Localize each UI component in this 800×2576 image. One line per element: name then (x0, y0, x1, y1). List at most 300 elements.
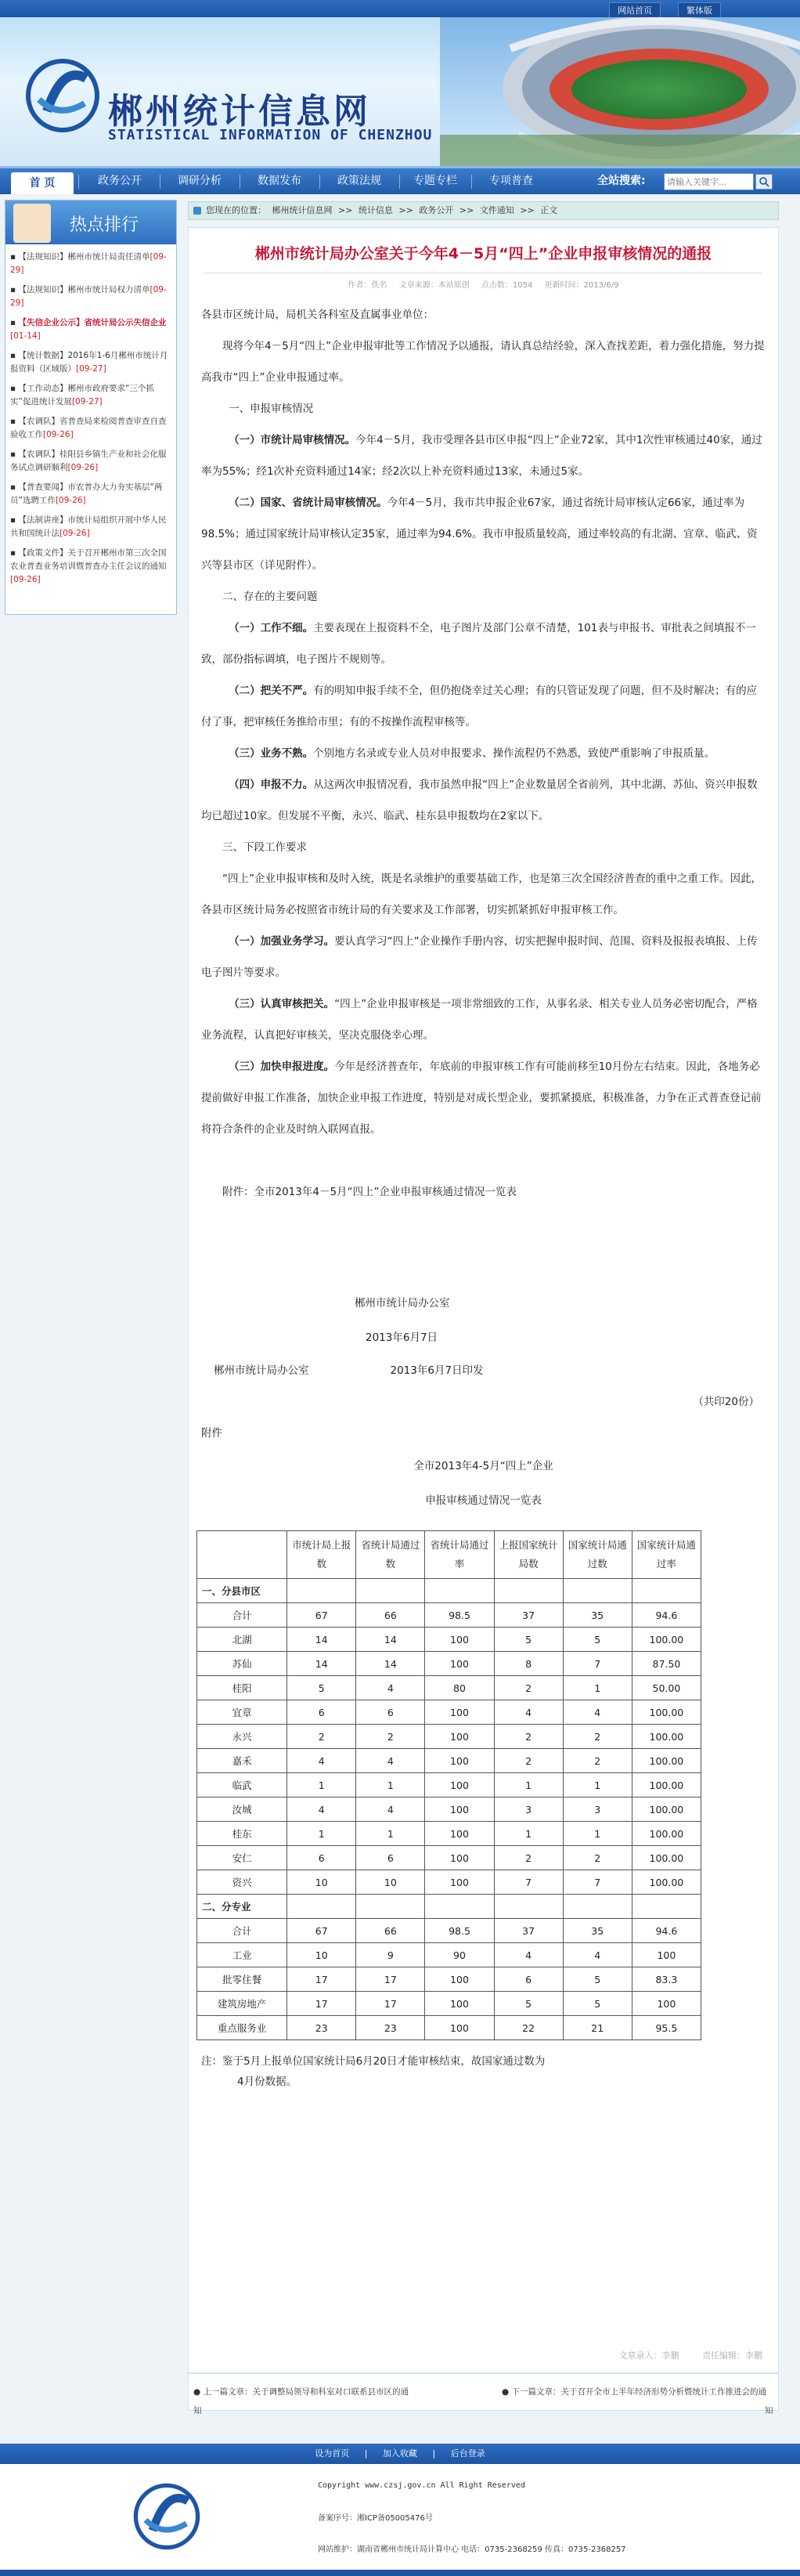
next-title-tail[interactable]: 知 (765, 2406, 773, 2415)
set-homepage-link[interactable]: 设为首页 (315, 2448, 350, 2459)
table-row (197, 1700, 701, 1725)
footer-sep: | (364, 2448, 368, 2459)
table-cell (494, 1895, 563, 1919)
bullet-icon: ▪ (10, 384, 19, 393)
table-cell: 合计 (197, 1603, 287, 1628)
hot-item-title[interactable]: 【农调队】省普查局来检阅普查审查自查验收工作 (10, 417, 167, 439)
table-row (197, 1967, 701, 1992)
search-input[interactable] (664, 173, 754, 190)
table-cell: 100 (425, 1700, 494, 1725)
table-header-cell: 上报国家统计局数 (494, 1531, 563, 1579)
search-icon (756, 175, 772, 189)
table-cell: 1 (563, 1676, 632, 1700)
table-row (197, 1725, 701, 1749)
table-cell: 2 (494, 1725, 563, 1749)
table-cell: 66 (356, 1919, 425, 1943)
hot-item-date: [09-29] (10, 252, 167, 275)
table-cell: 100 (632, 1943, 701, 1967)
article-body (189, 290, 778, 1518)
table-cell: 100 (425, 1967, 494, 1992)
table-cell: 100 (425, 2016, 494, 2040)
table-caption-1: 全市2013年4-5月“四上”企业 (413, 1460, 553, 1472)
editor-info (599, 2349, 763, 2361)
hot-list-item[interactable] (10, 514, 171, 540)
breadcrumb-stats-info[interactable]: 统计信息 (358, 205, 393, 215)
table-cell: 1 (356, 1822, 425, 1846)
table-cell (563, 1895, 632, 1919)
table-cell: 建筑房地产 (197, 1992, 287, 2016)
table-cell: 资兴 (197, 1870, 287, 1895)
hot-list-item[interactable] (10, 349, 171, 376)
hot-item-title[interactable]: 【政策文件】关于召开郴州市第三次全国农业普查业务培训暨普查办主任会议的通知 (10, 548, 167, 571)
table-cell: 83.3 (632, 1967, 701, 1992)
table-row (197, 1773, 701, 1797)
table-cell: 17 (287, 1992, 356, 2016)
table-cell: 永兴 (197, 1725, 287, 1749)
paragraph-issue-2 (201, 675, 766, 738)
table-cell: 5 (563, 1967, 632, 1992)
table-cell: 重点服务业 (197, 2016, 287, 2040)
table-caption-2: 申报审核通过情况一览表 (425, 1494, 542, 1507)
table-cell: 6 (356, 1700, 425, 1725)
bullet-icon: ▪ (10, 548, 19, 558)
table-cell: 5 (494, 1992, 563, 2016)
table-header-cell (197, 1531, 287, 1579)
icp-number: 备案序号：湘ICP备05005476号 (318, 2514, 433, 2523)
table-cell: 100 (425, 1992, 494, 2016)
hot-list-item[interactable] (10, 316, 171, 343)
table-cell: 21 (563, 2016, 632, 2040)
total-copies: （共印20份） (693, 1396, 759, 1408)
nav-special-column[interactable]: 专题专栏 (413, 175, 457, 187)
hot-list-item[interactable] (10, 382, 171, 409)
text-req-2: “四上”企业申报审核是一项非常细致的工作，从事名录、相关专业人员务必密切配合，严格业务流程，认真把好审核关，坚决克服侥幸心理。 (201, 998, 758, 1042)
bullet-icon: ▪ (10, 515, 19, 525)
hot-list (5, 244, 176, 587)
signature-org: 郴州市统计局办公室 (355, 1297, 450, 1310)
table-cell: 1 (563, 1822, 632, 1846)
table-cell: 2 (356, 1725, 425, 1749)
breadcrumb-sep: >> (398, 205, 413, 215)
table-cell: 100.00 (632, 1822, 701, 1846)
table-cell: 100 (425, 1749, 494, 1773)
table-cell: 6 (287, 1846, 356, 1870)
bullet-icon: ▪ (10, 285, 19, 294)
hot-list-item[interactable] (10, 415, 171, 442)
table-cell: 合计 (197, 1919, 287, 1943)
table-cell: 4 (356, 1797, 425, 1822)
breadcrumb-current: 正文 (540, 205, 558, 215)
footer-sep: | (432, 2448, 436, 2459)
site-logo-icon (23, 56, 102, 135)
table-cell (425, 1895, 494, 1919)
table-cell: 94.6 (632, 1919, 701, 1943)
table-cell: 35 (563, 1919, 632, 1943)
table-group-label: 一、分县市区 (197, 1579, 287, 1603)
article (188, 227, 779, 2373)
table-header-cell: 国家统计局通过率 (632, 1531, 701, 1579)
nav-separator (78, 175, 79, 189)
hot-item-title[interactable]: 【普查要闻】市农普办大力夯实基层“两员”选聘工作 (10, 482, 163, 505)
bullet-icon: ▪ (10, 450, 19, 459)
table-cell: 14 (287, 1652, 356, 1676)
article-updated: 更新时间：2013/6/9 (544, 281, 619, 290)
bullet-icon: ▪ (10, 351, 19, 360)
table-cell: 67 (287, 1919, 356, 1943)
table-cell: 5 (494, 1628, 563, 1652)
breadcrumb-notices[interactable]: 文件通知 (479, 205, 514, 215)
hot-list-item[interactable] (10, 481, 171, 508)
table-cell: 14 (356, 1628, 425, 1652)
paragraph-req-3 (201, 1051, 766, 1145)
hot-item-title[interactable]: 【法规知识】郴州市统计局权力清单 (18, 285, 150, 294)
table-cell: 嘉禾 (197, 1749, 287, 1773)
table-cell: 100 (425, 1628, 494, 1652)
table-group-label: 二、分专业 (197, 1895, 287, 1919)
table-cell: 14 (356, 1652, 425, 1676)
header-banner (0, 17, 800, 166)
lead-req-2: （三）认真审核把关。 (229, 998, 335, 1010)
table-cell: 桂阳 (197, 1676, 287, 1700)
hot-list-item[interactable] (10, 284, 171, 310)
table-cell: 2 (287, 1725, 356, 1749)
table-cell: 2 (494, 1676, 563, 1700)
breadcrumb-site[interactable]: 郴州统计信息网 (272, 205, 333, 215)
hot-ranking-sidebar (5, 200, 177, 615)
bullet-icon: ▪ (10, 482, 19, 492)
hot-item-title[interactable]: 【统计数据】2016年1-6月郴州市统计月报资料（区域版） (10, 351, 168, 374)
table-cell: 北湖 (197, 1628, 287, 1652)
hot-item-title[interactable]: 【农调队】桂阳县乡镇生产业和社会化服务试点调研顺利 (10, 450, 167, 472)
table-cell: 17 (287, 1967, 356, 1992)
lead-national-review: （二）国家、省统计局审核情况。 (229, 497, 387, 509)
table-row (197, 2016, 701, 2040)
footer (0, 2464, 800, 2576)
table-cell (632, 1579, 701, 1603)
table-cell: 临武 (197, 1773, 287, 1797)
paragraph-req-2 (201, 988, 766, 1051)
table-cell: 100.00 (632, 1870, 701, 1895)
table-cell: 2 (563, 1749, 632, 1773)
table-cell: 2 (563, 1725, 632, 1749)
top-link-bar (0, 0, 800, 17)
section-heading-3: 三、下段工作要求 (222, 841, 307, 854)
table-cell: 98.5 (425, 1919, 494, 1943)
breadcrumb (188, 201, 779, 220)
table-cell: 98.5 (425, 1603, 494, 1628)
text-req-3: 今年是经济普查年，年底前的申报审核工作有可能前移至10月份左右结束。因此，各地务必提前做好申报工作准备，加快企业申报工作进度，特别是对成长型企业，要抓紧摸底，积极准备，力争在正式普查登记前将符合条件的企业及时纳入联网直报。 (201, 1060, 762, 1136)
prev-title[interactable]: 关于调整局领导和科室对口联系县市区的通 (252, 2387, 409, 2397)
hot-item-title[interactable]: 【失信企业公示】省统计局公示失信企业 (18, 318, 167, 327)
text-national-review: 今年4－5月，我市共申报企业67家，通过省统计局审核认定66家，通过率为98.5%；通过国家统计局审核认定35家，通过率为94.6%。我市申报质量较高，通过率较高的有北湖、宜章、临武、资兴等县市区（详见附件）。 (201, 497, 758, 572)
next-article[interactable] (502, 2383, 766, 2401)
lead-req-3: （三）加快申报进度。 (229, 1060, 335, 1073)
article-title: 郴州市统计局办公室关于今年4－5月“四上”企业申报审核情况的通报 (204, 242, 762, 273)
table-cell: 10 (287, 1943, 356, 1967)
table-cell: 2 (494, 1749, 563, 1773)
table-cell: 100 (632, 1992, 701, 2016)
hot-item-title[interactable]: 【法规知识】郴州市统计局责任清单 (18, 252, 150, 262)
table-cell: 23 (356, 2016, 425, 2040)
section-heading-1: 一、申报审核情况 (229, 403, 314, 415)
breadcrumb-sep: >> (459, 205, 474, 215)
table-cell: 7 (494, 1870, 563, 1895)
hot-item-date: [09-26] (43, 430, 74, 439)
breadcrumb-sep: >> (338, 205, 353, 215)
table-cell: 批零住餐 (197, 1967, 287, 1992)
add-favorite-link[interactable]: 加入收藏 (383, 2448, 417, 2459)
table-row (197, 1870, 701, 1895)
table-cell: 4 (287, 1797, 356, 1822)
appendix-label: 附件 (201, 1427, 222, 1440)
table-cell: 5 (563, 1628, 632, 1652)
paragraph-national-review (201, 487, 766, 581)
lead-issue-2: （二）把关不严。 (229, 685, 314, 697)
signature-date: 2013年6月7日 (366, 1331, 438, 1344)
table-cell: 37 (494, 1603, 563, 1628)
table-row (197, 1919, 701, 1943)
table-cell: 100 (425, 1822, 494, 1846)
maintainer-info: 网站维护：湖南省郴州市统计局计算中心 电话：0735-2368259 传真：0735-2368257 (318, 2545, 626, 2554)
article-author: 作者：佚名 (348, 281, 387, 290)
prev-article[interactable] (193, 2383, 409, 2401)
table-cell: 100 (425, 1652, 494, 1676)
prev-next-nav (188, 2373, 779, 2415)
table-cell: 100 (425, 1870, 494, 1895)
table-cell: 8 (494, 1652, 563, 1676)
table-cell: 37 (494, 1919, 563, 1943)
hot-list-item[interactable] (10, 448, 171, 475)
table-cell: 100 (425, 1797, 494, 1822)
table-cell: 宜章 (197, 1700, 287, 1725)
table-header-cell: 省统计局通过数 (356, 1531, 425, 1579)
stadium-photo (440, 17, 800, 166)
lead-req-1: （一）加强业务学习。 (229, 935, 335, 948)
signature-block (201, 1286, 766, 1355)
hot-item-date: [01-14] (10, 331, 41, 341)
nav-census[interactable]: 专项普查 (489, 175, 533, 187)
table-cell: 5 (563, 1992, 632, 2016)
table-cell: 苏仙 (197, 1652, 287, 1676)
table-row (197, 1992, 701, 2016)
table-cell: 6 (287, 1700, 356, 1725)
breadcrumb-prefix: 您现在的位置： (206, 205, 266, 215)
hot-ranking-title: 热点排行 (70, 215, 139, 235)
lead-issue-1: （一）工作不细。 (229, 622, 314, 634)
intro-paragraph: 现将今年4－5月“四上”企业申报审批等工作情况予以通报，请认真总结经验，深入查找差距，着力强化措施，努力提高我市“四上”企业申报通过率。 (201, 340, 765, 384)
nav-home[interactable]: 首 页 (11, 172, 74, 194)
table-cell: 4 (563, 1943, 632, 1967)
footer-links (0, 2444, 800, 2464)
hot-list-item[interactable] (10, 251, 171, 277)
table-cell: 6 (356, 1846, 425, 1870)
stats-table (196, 1530, 701, 2040)
section-heading-2: 二、存在的主要问题 (222, 591, 318, 603)
hot-item-date: [09-26] (10, 575, 41, 584)
bullet-icon: ● (502, 2387, 512, 2397)
table-header-cell: 国家统计局通过数 (563, 1531, 632, 1579)
table-cell: 66 (356, 1603, 425, 1628)
main-nav (0, 166, 800, 194)
hot-ranking-header (5, 201, 176, 244)
table-cell (287, 1579, 356, 1603)
table-cell: 17 (356, 1967, 425, 1992)
text-req-1: 要认真学习“四上”企业操作手册内容，切实把握申报时间、范围、资料及报报表填报、上传电子图片等要求。 (201, 935, 758, 979)
salutation: 各县市区统计局，局机关各科室及直属事业单位： (201, 309, 434, 321)
text-issue-4: 从这两次申报情况看，我市虽然申报“四上”企业数量居全省前列，其中北湖、苏仙、资兴申报数均已超过10家。但发展不平衡，永兴、临武、桂东县申报数均在2家以下。 (201, 779, 758, 822)
entry-editor: 文章录入：李鹏 (618, 2350, 679, 2361)
table-cell: 4 (356, 1676, 425, 1700)
hot-item-date: [09-26] (59, 529, 90, 538)
table-cell: 3 (494, 1797, 563, 1822)
site-subtitle: STATISTICAL INFORMATION OF CHENZHOU (108, 127, 433, 143)
table-cell: 1 (563, 1773, 632, 1797)
table-cell: 100.00 (632, 1797, 701, 1822)
hot-list-item[interactable] (10, 547, 171, 587)
table-cell: 23 (287, 2016, 356, 2040)
table-cell: 3 (563, 1797, 632, 1822)
table-row (197, 1603, 701, 1628)
footer-logo-icon (132, 2481, 202, 2552)
table-group-row (197, 1895, 701, 1919)
hot-item-date: [09-29] (10, 285, 167, 308)
lead-city-review: （一）市统计局审核情况。 (229, 434, 356, 446)
table-row (197, 1846, 701, 1870)
text-city-review: 今年4－5月，我市受理各县市区申报“四上”企业72家，其中1次性审核通过40家，通过率为55%；经1次补充资料通过14家；经2次以上补充资料通过13家，未通过5家。 (201, 434, 762, 478)
table-cell: 5 (287, 1676, 356, 1700)
table-cell: 100.00 (632, 1725, 701, 1749)
table-cell: 14 (287, 1628, 356, 1652)
table-row (197, 1943, 701, 1967)
table-row (197, 1676, 701, 1700)
table-row (197, 1797, 701, 1822)
prev-label: 上一篇文章： (203, 2387, 253, 2397)
table-cell: 4 (287, 1749, 356, 1773)
table-cell: 100.00 (632, 1628, 701, 1652)
table-row (197, 1822, 701, 1846)
table-cell: 50.00 (632, 1676, 701, 1700)
table-note-line-1: 注：鉴于5月上报单位国家统计局6月20日才能审核结束，故国家通过数为 (201, 2055, 546, 2068)
paragraph-issue-1 (201, 612, 766, 675)
table-cell: 17 (356, 1992, 425, 2016)
table-cell: 6 (494, 1967, 563, 1992)
table-cell: 100.00 (632, 1773, 701, 1797)
prev-title-tail[interactable]: 知 (193, 2406, 202, 2415)
footer-bottom-bar (0, 2570, 800, 2576)
table-cell: 67 (287, 1603, 356, 1628)
table-row (197, 1628, 701, 1652)
table-cell: 汝城 (197, 1797, 287, 1822)
article-clicks: 点击数：1054 (481, 281, 533, 290)
table-cell: 95.5 (632, 2016, 701, 2040)
table-cell: 4 (494, 1943, 563, 1967)
table-cell: 100.00 (632, 1749, 701, 1773)
table-note-line-2: 4月份数据。 (237, 2076, 297, 2088)
table-cell (563, 1579, 632, 1603)
table-header-cell: 市统计局上报数 (287, 1531, 356, 1579)
table-cell: 4 (494, 1700, 563, 1725)
hot-item-title[interactable]: 【法制讲座】市统计局组织开展中华人民共和国统计法 (10, 515, 167, 538)
table-cell: 1 (287, 1822, 356, 1846)
table-cell: 1 (356, 1773, 425, 1797)
table-cell: 100 (425, 1846, 494, 1870)
site-title: 郴州统计信息网 (108, 92, 371, 132)
lead-issue-4: （四）申报不力。 (229, 779, 314, 791)
text-issue-3: 个别地方名录或专业人员对申报要求、操作流程仍不熟悉，致使严重影响了申报质量。 (313, 747, 715, 760)
hot-item-title[interactable]: 【工作动态】郴州市政府要求“三个抓实”促进统计发展 (10, 384, 154, 406)
table-cell: 1 (494, 1773, 563, 1797)
nav-separator (471, 175, 472, 189)
next-title[interactable]: 关于召开全市上半年经济形势分析暨统计工作推进会的通 (560, 2387, 766, 2397)
search-button[interactable] (755, 174, 773, 190)
nav-separator (319, 175, 320, 189)
nav-gov-affairs[interactable]: 政务公开 (98, 175, 142, 187)
table-cell: 10 (356, 1870, 425, 1895)
nav-data-release[interactable]: 数据发布 (258, 175, 301, 187)
print-line (201, 1355, 766, 1386)
table-group-row (197, 1579, 701, 1603)
text-issue-1: 主要表现在上报资料不全，电子图片及部门公章不清楚，101表与申报书、审批表之间填报不一致，部份指标调填，电子图片不规则等。 (201, 622, 756, 666)
table-cell: 7 (563, 1652, 632, 1676)
table-cell: 2 (563, 1846, 632, 1870)
table-cell: 1 (287, 1773, 356, 1797)
table-cell: 100 (425, 1725, 494, 1749)
paragraph-city-review (201, 425, 766, 487)
search-label: 全站搜索: (597, 175, 646, 187)
article-source: 文章来源：本站原创 (398, 281, 470, 290)
nav-policy[interactable]: 政策法规 (337, 175, 381, 187)
table-cell: 桂东 (197, 1822, 287, 1846)
lead-issue-3: （三）业务不熟。 (229, 747, 314, 760)
hot-item-date: [09-26] (55, 496, 86, 505)
table-cell (425, 1579, 494, 1603)
table-cell (494, 1579, 563, 1603)
hot-item-date: [09-26] (67, 463, 99, 472)
text-issue-2: 有的明知申报手续不全，但仍抱侥幸过关心理；有的只管证发现了问题，但不及时解决；有的应付了事，把审核任务推给市里；有的不按操作流程审核等。 (201, 685, 758, 728)
breadcrumb-sep: >> (520, 205, 535, 215)
table-cell (356, 1579, 425, 1603)
hot-item-date: [09-27] (76, 364, 106, 374)
table-cell: 9 (356, 1943, 425, 1967)
table-header-cell: 省统计局通过率 (425, 1531, 494, 1579)
table-header-row (197, 1531, 701, 1579)
table-cell: 1 (494, 1822, 563, 1846)
table-cell: 2 (494, 1846, 563, 1870)
admin-login-link[interactable]: 后台登录 (450, 2448, 485, 2459)
paragraph-issue-3 (201, 738, 766, 769)
table-cell: 工业 (197, 1943, 287, 1967)
table-cell: 22 (494, 2016, 563, 2040)
print-date: 2013年6月7日印发 (390, 1364, 484, 1377)
table-cell: 90 (425, 1943, 494, 1967)
table-cell (632, 1895, 701, 1919)
nav-separator (399, 175, 400, 189)
attachment-line: 附件：全市2013年4－5月“四上”企业申报审核通过情况一览表 (222, 1186, 517, 1198)
table-cell: 4 (356, 1749, 425, 1773)
nav-research[interactable]: 调研分析 (178, 175, 222, 187)
article-meta (189, 278, 778, 290)
table-cell: 10 (287, 1870, 356, 1895)
bullet-icon: ● (193, 2387, 204, 2397)
table-cell: 安仁 (197, 1846, 287, 1870)
table-cell: 100.00 (632, 1700, 701, 1725)
traditional-link[interactable]: 繁体版 (678, 2, 721, 18)
print-org: 郴州市统计局办公室 (214, 1364, 309, 1377)
breadcrumb-gov-affairs[interactable]: 政务公开 (419, 205, 454, 215)
home-link[interactable]: 网站首页 (609, 2, 661, 18)
copyright: Copyright www.czsj.gov.cn All Right Reserved (318, 2481, 525, 2490)
hot-item-date: [09-27] (71, 397, 103, 406)
